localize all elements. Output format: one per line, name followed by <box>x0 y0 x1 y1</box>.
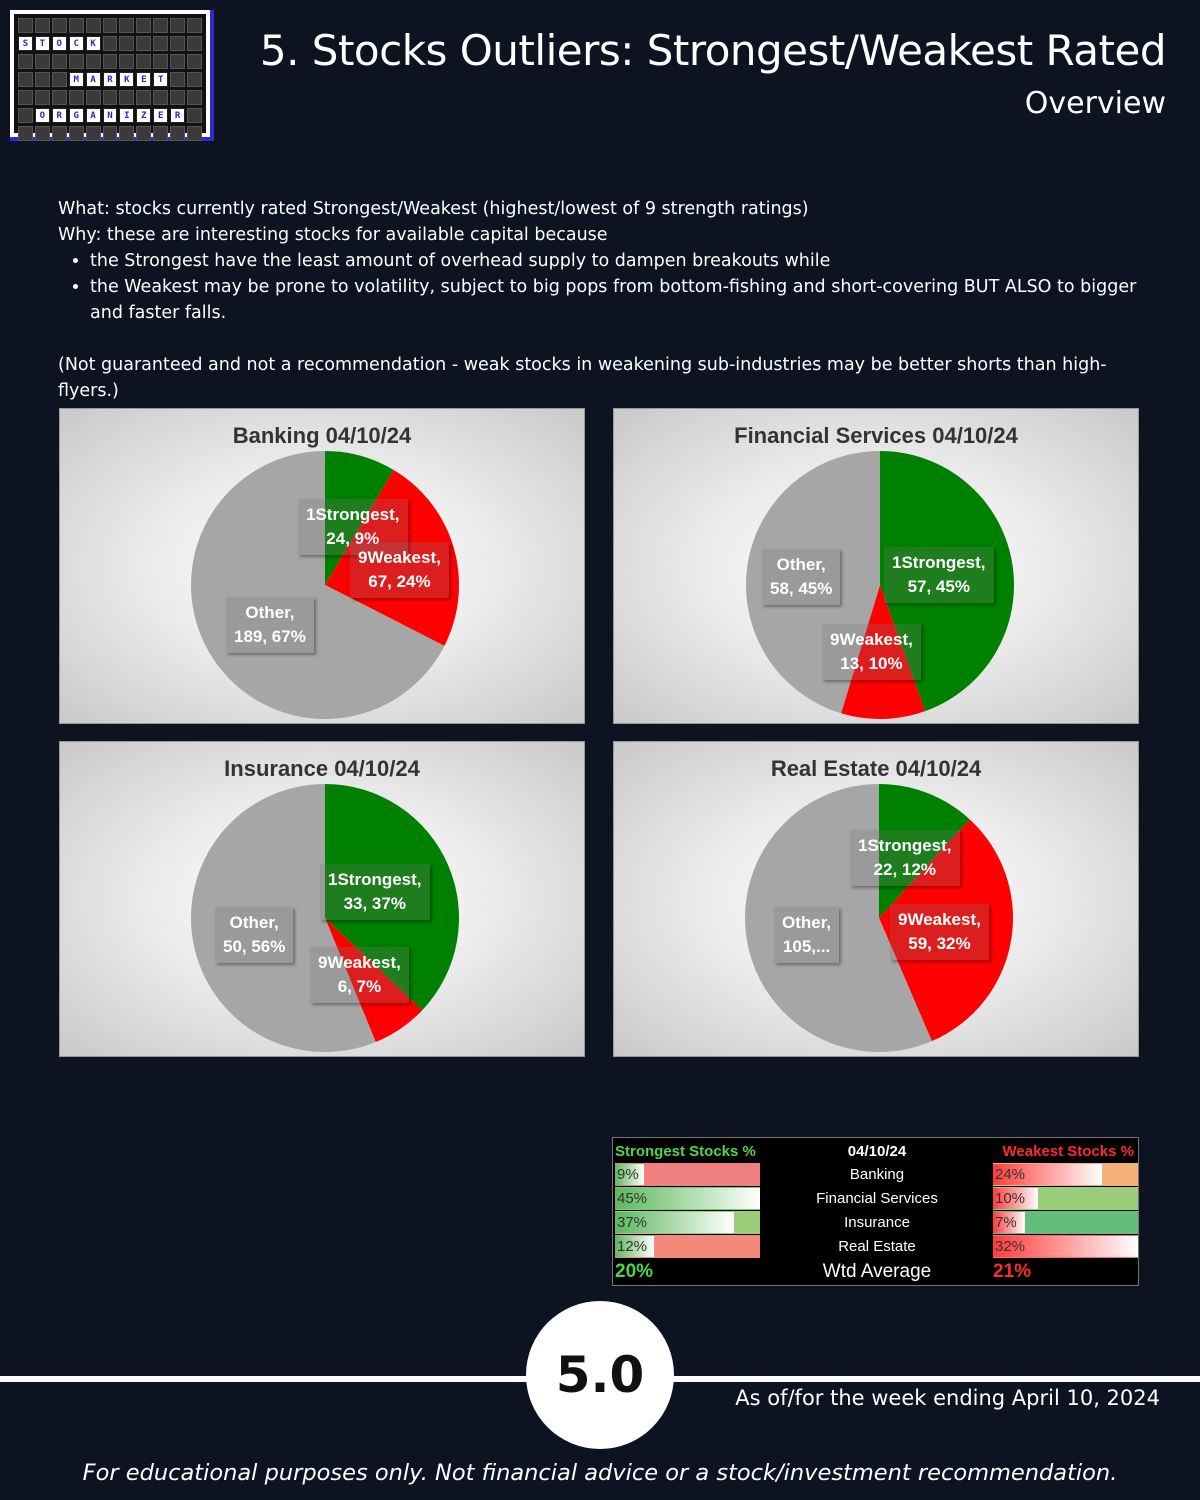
avg-weakest: 21% <box>993 1261 1032 1282</box>
logo-cell <box>136 90 151 105</box>
weak-cell: 10% <box>993 1187 1138 1210</box>
logo-cell: R <box>170 108 185 123</box>
summary-row <box>613 1187 1138 1211</box>
logo-cell <box>119 36 134 51</box>
logo-cell <box>119 18 134 33</box>
summary-row <box>613 1235 1138 1259</box>
logo-row <box>18 108 202 123</box>
slice-label-1strongest: 1Strongest, 22, 12% <box>850 830 960 886</box>
pie-svg-banking <box>60 409 586 725</box>
logo-cell <box>35 126 50 141</box>
logo-cell: R <box>52 108 67 123</box>
logo-cell <box>52 90 67 105</box>
description-note: (Not guaranteed and not a recommendation - weak stocks in weakening sub-industries may be better shorts than high-flyers.) <box>58 355 1107 401</box>
weak-cell: 7% <box>993 1211 1138 1234</box>
strong-cell: 9% <box>615 1163 760 1186</box>
logo-cell <box>170 36 185 51</box>
logo-cell: T <box>35 36 50 51</box>
logo-cell <box>170 18 185 33</box>
logo-cell <box>18 18 33 33</box>
summary-row <box>613 1211 1138 1235</box>
sector-label: Insurance <box>844 1214 910 1231</box>
header-date: 04/10/24 <box>847 1143 907 1160</box>
logo-cell <box>119 90 134 105</box>
logo-cell: N <box>103 108 118 123</box>
logo-cell <box>18 90 33 105</box>
summary-table <box>612 1137 1139 1286</box>
logo-cell: T <box>153 72 168 87</box>
logo-row <box>18 18 202 33</box>
logo-cell <box>153 18 168 33</box>
logo-cell <box>136 18 151 33</box>
chart-title: Real Estate 04/10/24 <box>770 756 982 781</box>
slice-label-other: Other, 189, 67% <box>226 597 314 653</box>
logo-cell: E <box>136 72 151 87</box>
logo-cell: E <box>153 108 168 123</box>
logo-cell <box>86 90 101 105</box>
logo-cell: A <box>86 72 101 87</box>
logo-cell: Z <box>136 108 151 123</box>
sector-label: Real Estate <box>838 1238 916 1255</box>
slice-label-other: Other, 105,... <box>774 907 839 963</box>
header-weakest: Weakest Stocks % <box>1002 1143 1134 1160</box>
logo-cell: M <box>69 72 84 87</box>
logo-cell <box>35 18 50 33</box>
logo-cell <box>18 72 33 87</box>
logo-cell <box>187 90 202 105</box>
logo-cell: K <box>119 72 134 87</box>
logo-cell <box>136 36 151 51</box>
disclaimer: For educational purposes only. Not financial advice or a stock/investment recommendation. <box>82 1460 1118 1486</box>
logo-cell: R <box>103 72 118 87</box>
logo-row <box>18 90 202 105</box>
as-of-date: As of/for the week ending April 10, 2024 <box>735 1386 1160 1410</box>
page-subtitle: Overview <box>1024 86 1166 121</box>
pie-svg-real-estate <box>614 742 1140 1058</box>
chart-title: Banking 04/10/24 <box>232 423 412 448</box>
logo-cell <box>170 126 185 141</box>
logo-cell <box>86 18 101 33</box>
logo-cell <box>187 54 202 69</box>
logo-cell <box>170 54 185 69</box>
logo-grid <box>14 14 206 133</box>
chart-financial-services <box>613 408 1139 724</box>
page-title: 5. Stocks Outliers: Strongest/Weakest Rated <box>259 26 1166 75</box>
header-strongest: Strongest Stocks % <box>615 1143 756 1160</box>
slice-label-9weakest: 9Weakest, 59, 32% <box>890 904 989 960</box>
slice-label-9weakest: 9Weakest, 67, 24% <box>350 542 449 598</box>
logo-cell <box>86 126 101 141</box>
logo-cell <box>136 126 151 141</box>
summary-row <box>613 1163 1138 1187</box>
sector-label: Financial Services <box>816 1190 938 1207</box>
logo-cell <box>69 126 84 141</box>
chart-real-estate <box>613 741 1139 1057</box>
logo-cell <box>103 54 118 69</box>
logo-cell <box>187 18 202 33</box>
logo-cell: C <box>69 36 84 51</box>
logo-cell <box>170 72 185 87</box>
logo-cell <box>103 126 118 141</box>
strong-cell: 12% <box>615 1235 760 1258</box>
logo-row <box>18 72 202 87</box>
description-why: Why: these are interesting stocks for available capital because <box>58 225 608 245</box>
logo-cell: O <box>52 36 67 51</box>
logo-cell <box>52 18 67 33</box>
logo-cell <box>103 18 118 33</box>
description-what: What: stocks currently rated Strongest/Weakest (highest/lowest of 9 strength ratings) <box>58 199 809 219</box>
logo-cell <box>170 90 185 105</box>
logo-cell: A <box>86 108 101 123</box>
logo-cell: I <box>119 108 134 123</box>
logo-cell <box>18 108 33 123</box>
logo-cell: O <box>35 108 50 123</box>
logo-cell <box>18 126 33 141</box>
slice-label-1strongest: 1Strongest, 57, 45% <box>884 547 994 603</box>
slice-label-1strongest: 1Strongest, 33, 37% <box>320 864 430 920</box>
logo-cell <box>52 126 67 141</box>
strong-cell: 45% <box>615 1187 760 1210</box>
logo-cell <box>153 126 168 141</box>
avg-label: Wtd Average <box>822 1261 932 1282</box>
chart-banking <box>59 408 585 724</box>
logo-cell <box>18 54 33 69</box>
strong-cell: 37% <box>615 1211 760 1234</box>
logo-cell <box>153 54 168 69</box>
logo-cell <box>52 54 67 69</box>
chart-title: Insurance 04/10/24 <box>224 756 420 781</box>
weak-cell: 32% <box>993 1235 1138 1258</box>
logo-cell <box>52 72 67 87</box>
logo-cell <box>35 72 50 87</box>
logo-cell <box>119 126 134 141</box>
section-badge: 5.0 <box>526 1301 674 1449</box>
description-bullets <box>58 248 1148 326</box>
logo-cell <box>153 90 168 105</box>
logo-cell: G <box>69 108 84 123</box>
description <box>58 196 1148 404</box>
logo-cell <box>187 126 202 141</box>
logo-cell <box>187 108 202 123</box>
logo-cell: S <box>18 36 33 51</box>
logo-cell <box>136 54 151 69</box>
avg-strongest: 20% <box>615 1261 654 1282</box>
logo-cell <box>35 90 50 105</box>
summary-average-row <box>613 1259 1138 1285</box>
summary-header-row <box>613 1140 1138 1164</box>
logo-cell <box>69 54 84 69</box>
chart-title: Financial Services 04/10/24 <box>734 423 1018 448</box>
logo-row <box>18 36 202 51</box>
slice-label-other: Other, 50, 56% <box>215 907 293 963</box>
logo-cell <box>187 36 202 51</box>
logo-cell <box>69 18 84 33</box>
logo-cell <box>103 90 118 105</box>
chart-insurance <box>59 741 585 1057</box>
logo-cell: K <box>86 36 101 51</box>
weak-cell: 24% <box>993 1163 1138 1186</box>
slice-label-1strongest: 1Strongest, 24, 9% <box>298 499 408 555</box>
logo <box>10 10 214 141</box>
logo-cell <box>35 54 50 69</box>
slice-label-9weakest: 9Weakest, 13, 10% <box>822 624 921 680</box>
sector-label: Banking <box>849 1166 905 1183</box>
logo-cell <box>187 72 202 87</box>
logo-cell <box>103 36 118 51</box>
slice-label-9weakest: 9Weakest, 6, 7% <box>310 947 409 1003</box>
logo-row <box>18 126 202 141</box>
logo-cell <box>69 90 84 105</box>
logo-cell <box>119 54 134 69</box>
bullet-strongest: • the Strongest have the least amount of overhead supply to dampen breakouts while <box>90 248 1148 274</box>
logo-row <box>18 54 202 69</box>
logo-cell <box>86 54 101 69</box>
slice-label-other: Other, 58, 45% <box>762 549 840 605</box>
bullet-weakest: • the Weakest may be prone to volatility, subject to big pops from bottom-fishing and short-covering BUT ALSO to bigger and faster falls. <box>90 274 1148 326</box>
logo-cell <box>153 36 168 51</box>
